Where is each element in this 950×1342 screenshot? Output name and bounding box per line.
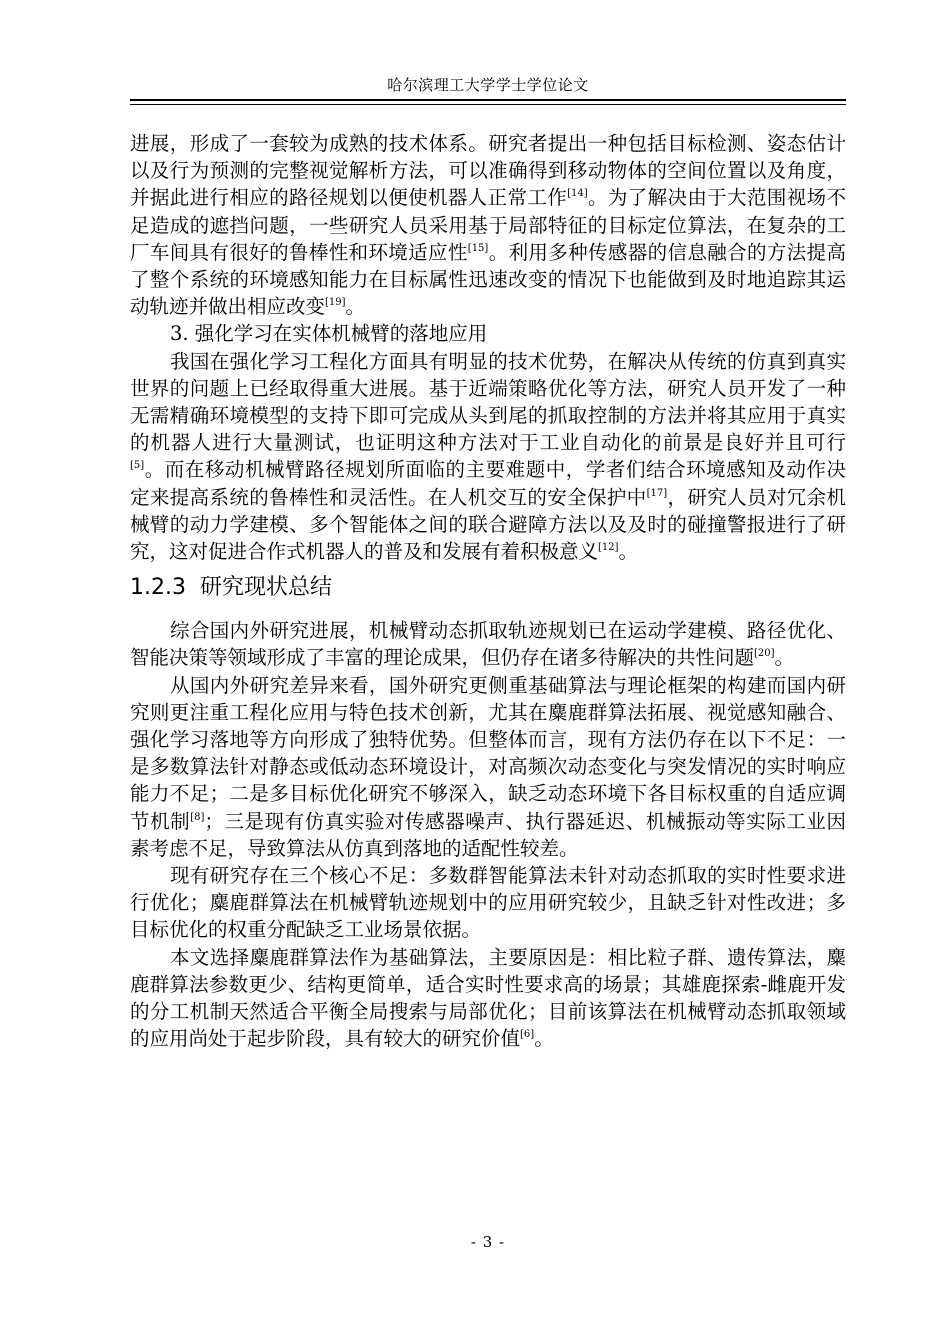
- page-body: [130, 130, 846, 1053]
- citation: [19]: [325, 297, 346, 309]
- paragraph-continuation: [130, 130, 846, 320]
- paragraph: [130, 348, 846, 566]
- citation: [12]: [598, 542, 619, 554]
- citation: [8]: [190, 811, 205, 823]
- paragraph-text: 。: [618, 540, 639, 564]
- citation: [20]: [754, 648, 775, 660]
- citation: [5]: [130, 460, 145, 472]
- subheading-item: 3. 强化学习在实体机械臂的落地应用: [170, 322, 488, 346]
- paragraph-text: ，研究人员对冗余机械臂的动力学建模、多个智能体之间的联合避障方法以及及时的碰撞警报进行了研究，这对促进合作式机器人的普及和发展有着积极意义: [130, 485, 846, 564]
- paragraph-text: 。: [534, 1027, 554, 1051]
- citation: [17]: [646, 487, 668, 499]
- section-title: 研究现状总结: [199, 575, 332, 601]
- paragraph-text: 综合国内外研究进展，机械臂动态抓取轨迹规划已在运动学建模、路径优化、智能决策等领域形成了丰富的理论成果，但仍存在诸多待解决的共性问题: [130, 619, 846, 670]
- section-number: 1.2.3: [130, 575, 186, 601]
- paragraph-text: 。: [774, 646, 795, 670]
- header-rule-thick: [130, 99, 846, 101]
- page-number: - 3 -: [470, 1233, 506, 1251]
- paragraph-text: 。利用多种传感器的信息融合的方法提高了整个系统的环境感知能力在目标属性迅速改变的情况下也能做到及时地追踪其运动轨迹并做出相应改变: [130, 240, 846, 319]
- paragraph: [130, 617, 846, 671]
- paragraph-text: ；三是现有仿真实验对传感器噪声、执行器延迟、机械振动等实际工业因素考虑不足，导致算法从仿真到落地的适配性较差。: [130, 809, 846, 860]
- paragraph: 现有研究存在三个核心不足：多数群智能算法未针对动态抓取的实时性要求进行优化；麋鹿群算法在机械臂轨迹规划中的应用研究较少，且缺乏针对性改进；多目标优化的权重分配缺乏工业场景依据。: [130, 864, 846, 942]
- citation: [15]: [467, 242, 489, 254]
- running-header: 哈尔滨理工大学学士学位论文: [387, 76, 589, 94]
- section-heading: [130, 573, 846, 603]
- citation: [14]: [567, 188, 588, 200]
- paragraph-text: 。为了解决由于大范围视场不足造成的遮挡问题，一些研究人员采用基于局部特征的目标定位算法，在复杂的工厂车间具有很好的鲁棒性和环境适应性: [130, 186, 846, 264]
- paragraph-text: 我国在强化学习工程化方面具有明显的技术优势，在解决从传统的仿真到真实世界的问题上已经取得重大进展。基于近端策略优化等方法，研究人员开发了一种无需精确环境模型的支持下即可完成从头到尾的抓取控制的方法并将其应用于真实的机器人进行大量测试，也证明这种方法对于工业自动化的前景是良好并且可行: [130, 349, 846, 455]
- paragraph-text: 。而在移动机械臂路径规划所面临的主要难题中，学者们结合环境感知及动作决定来提高系统的鲁棒性和灵活性。在人机交互的安全保护中: [130, 458, 846, 509]
- paragraph-text: 从国内外研究差异来看，国外研究更侧重基础算法与理论框架的构建而国内研究则更注重工程化应用与特色技术创新，尤其在麋鹿群算法拓展、视觉感知融合、强化学习落地等方向形成了独特优势。但整体而言，现有方法仍存在以下不足：一是多数算法针对静态或低动态环境设计，对高频次动态变化与突发情况的实时响应能力不足；二是多目标优化研究不够深入，缺乏动态环境下各目标权重的自适应调节机制: [130, 673, 846, 833]
- paragraph-text: 。: [345, 295, 366, 319]
- citation: [6]: [520, 1029, 535, 1041]
- paragraph-text: 本文选择麋鹿群算法作为基础算法，主要原因是：相比粒子群、遗传算法，麋鹿群算法参数更少、结构更简单，适合实时性要求高的场景；其雄鹿探索-雌鹿开发的分工机制天然适合平衡全局搜索与局部优化；目前该算法在机械臂动态抓取领域的应用尚处于起步阶段，具有较大的研究价值: [130, 945, 846, 1051]
- paragraph-text: 进展，形成了一套较为成熟的技术体系。研究者提出一种包括目标检测、姿态估计以及行为预测的完整视觉解析方法，可以准确得到移动物体的空间位置以及角度，并据此进行相应的路径规划以便使机器人正常工作: [130, 132, 846, 210]
- paragraph: [130, 944, 846, 1053]
- header-rule-thin: [130, 104, 846, 105]
- paragraph: [130, 672, 846, 862]
